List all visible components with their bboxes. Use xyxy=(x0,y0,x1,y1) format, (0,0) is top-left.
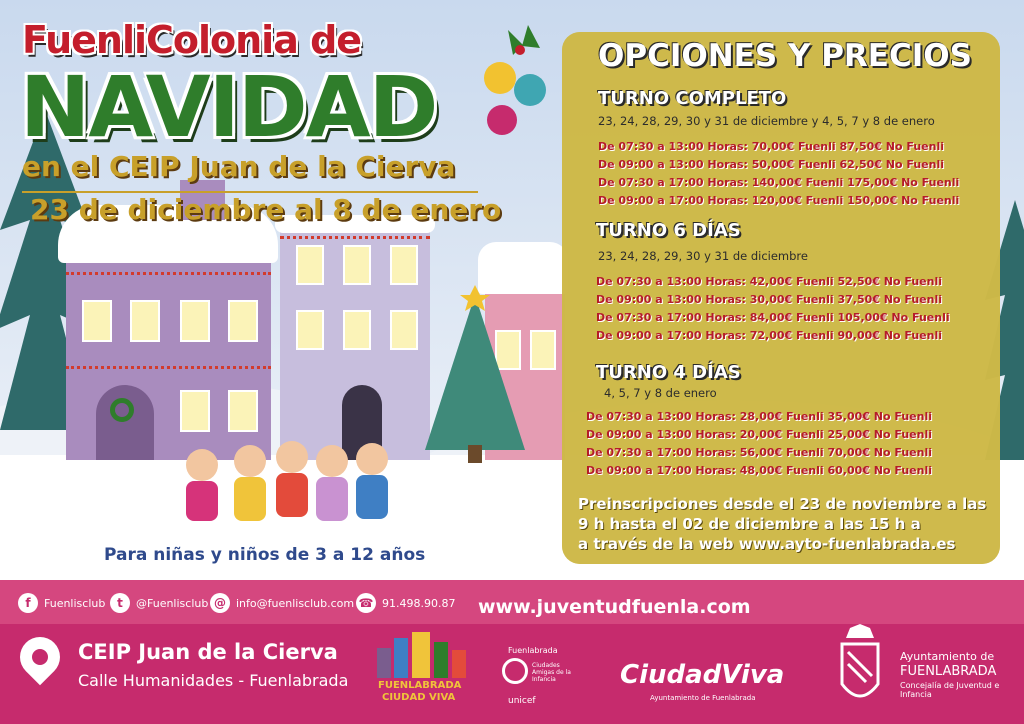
garland xyxy=(66,366,271,375)
price-row: De 07:30 a 17:00 Horas: 84,00€ Fuenli 105,00€ No Fuenli xyxy=(596,311,950,324)
children-illustration xyxy=(172,435,412,535)
preinscripciones-line: 9 h hasta el 02 de diciembre a las 15 h a xyxy=(578,515,921,533)
preinscripciones-text xyxy=(578,494,988,554)
garland xyxy=(66,272,271,281)
garland xyxy=(280,236,430,245)
house-window xyxy=(180,390,210,432)
ayuntamiento-text: Ayuntamiento de xyxy=(900,650,995,663)
audience-text: Para niñas y niños de 3 a 12 años xyxy=(104,545,426,565)
child-friendly-city-icon xyxy=(502,658,528,684)
price-row: De 07:30 a 13:00 Horas: 70,00€ Fuenli 87,50€ No Fuenli xyxy=(598,140,944,153)
turno-4-dias-dates: 4, 5, 7 y 8 de enero xyxy=(604,386,717,400)
logo-text: CIUDAD VIVA xyxy=(382,692,456,703)
logo-text: FUENLABRADA xyxy=(378,680,462,691)
house-window xyxy=(82,300,112,342)
address-line: Calle Humanidades - Fuenlabrada xyxy=(78,671,349,690)
house-window xyxy=(180,300,210,342)
house-window xyxy=(228,300,258,342)
twitter-icon[interactable]: t xyxy=(110,593,130,613)
logo-text: Fuenlabrada xyxy=(508,646,558,655)
panel-heading: OPCIONES Y PRECIOS xyxy=(598,38,972,74)
building-window xyxy=(296,245,324,285)
phone-icon[interactable]: ☎ xyxy=(356,593,376,613)
house-door xyxy=(96,385,154,460)
logo-text: CiudadViva xyxy=(620,660,785,690)
address-title: CEIP Juan de la Cierva xyxy=(78,640,338,664)
price-row: De 09:00 a 17:00 Horas: 120,00€ Fuenli 150,00€ No Fuenli xyxy=(598,194,960,207)
price-row: De 07:30 a 13:00 Horas: 28,00€ Fuenli 35,00€ No Fuenli xyxy=(586,410,932,423)
building-window xyxy=(343,310,371,350)
price-row: De 09:00 a 17:00 Horas: 72,00€ Fuenli 90,00€ No Fuenli xyxy=(596,329,942,342)
ayuntamiento-name: FUENLABRADA xyxy=(900,664,997,679)
title-navidad: NAVIDAD xyxy=(20,58,437,156)
turno-6-dias-title: TURNO 6 DÍAS xyxy=(596,220,741,241)
phone-number[interactable]: 91.498.90.87 xyxy=(382,597,456,610)
building-window xyxy=(296,310,324,350)
ciudad-viva-logo xyxy=(620,660,800,710)
price-row: De 07:30 a 17:00 Horas: 56,00€ Fuenli 70,00€ No Fuenli xyxy=(586,446,932,459)
turno-completo-title: TURNO COMPLETO xyxy=(598,88,787,109)
unicef-logo xyxy=(498,646,578,712)
price-row: De 09:00 a 13:00 Horas: 30,00€ Fuenli 37,50€ No Fuenli xyxy=(596,293,942,306)
ayuntamiento-crest-icon xyxy=(838,624,882,710)
title-dates: 23 de diciembre al 8 de enero xyxy=(30,193,502,226)
preinscripciones-line: a través de la web www.ayto-fuenlabrada.es xyxy=(578,535,956,553)
website-link[interactable]: www.juventudfuenla.com xyxy=(478,596,751,618)
email-address[interactable]: info@fuenlisclub.com xyxy=(236,597,355,610)
building-window xyxy=(343,245,371,285)
house-window xyxy=(130,300,160,342)
price-row: De 09:00 a 17:00 Horas: 48,00€ Fuenli 60,00€ No Fuenli xyxy=(586,464,932,477)
building-window xyxy=(390,310,418,350)
concejalia-text: Concejalía de Juventud e Infancia xyxy=(900,681,1000,699)
fuenlabrada-ciudad-viva-logo xyxy=(372,628,472,708)
building-window xyxy=(390,245,418,285)
twitter-handle[interactable]: @Fuenlisclub xyxy=(136,597,209,610)
price-row: De 07:30 a 17:00 Horas: 140,00€ Fuenli 175,00€ No Fuenli xyxy=(598,176,960,189)
house-window xyxy=(228,390,258,432)
turno-4-dias-title: TURNO 4 DÍAS xyxy=(596,362,741,383)
building-skyline-icon xyxy=(372,628,472,680)
christmas-tree-icon xyxy=(420,285,530,465)
turno-6-dias-dates: 23, 24, 28, 29, 30 y 31 de diciembre xyxy=(598,249,808,263)
logo-text: Ayuntamiento de Fuenlabrada xyxy=(650,694,756,702)
ornaments-icon xyxy=(478,20,558,140)
title-location: en el CEIP Juan de la Cierva xyxy=(22,150,456,183)
title-line-1: FuenliColonia de xyxy=(22,18,362,62)
email-icon[interactable]: @ xyxy=(210,593,230,613)
logo-text: Ciudades Amigas de la Infancia xyxy=(532,662,571,683)
price-row: De 09:00 a 13:00 Horas: 50,00€ Fuenli 62,50€ No Fuenli xyxy=(598,158,944,171)
facebook-icon[interactable]: f xyxy=(18,593,38,613)
facebook-handle[interactable]: Fuenlisclub xyxy=(44,597,106,610)
logo-text: unicef xyxy=(508,696,536,706)
preinscripciones-line: Preinscripciones desde el 23 de noviembre a las xyxy=(578,495,987,513)
house-window xyxy=(530,330,556,370)
wreath-icon xyxy=(110,398,134,422)
turno-completo-dates: 23, 24, 28, 29, 30 y 31 de diciembre y 4, 5, 7 y 8 de enero xyxy=(598,114,935,128)
price-row: De 07:30 a 13:00 Horas: 42,00€ Fuenli 52,50€ No Fuenli xyxy=(596,275,942,288)
price-row: De 09:00 a 13:00 Horas: 20,00€ Fuenli 25,00€ No Fuenli xyxy=(586,428,932,441)
